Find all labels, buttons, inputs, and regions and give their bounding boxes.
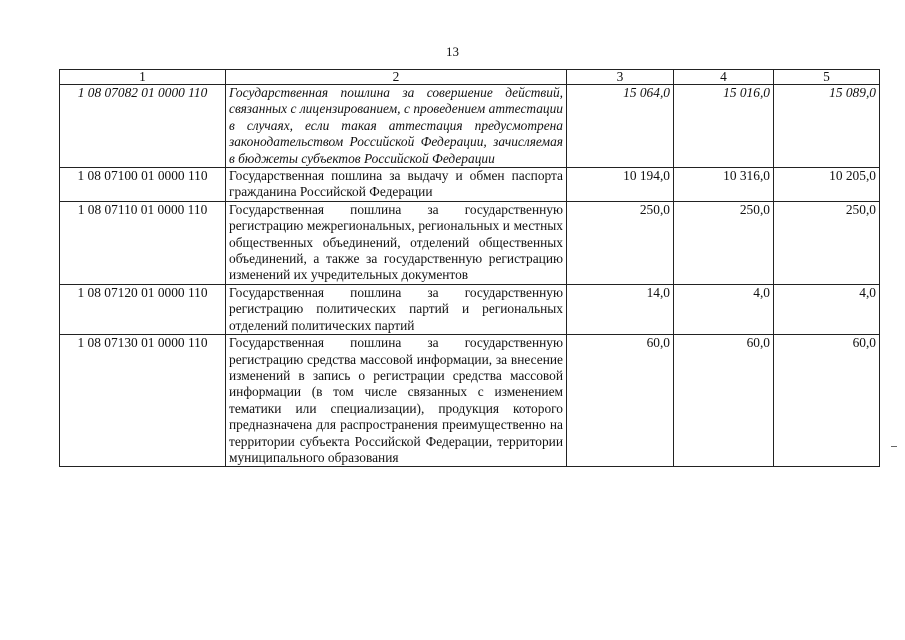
table-row: [60, 335, 880, 467]
header-col-1: 1: [60, 70, 226, 85]
table-header-row: [60, 70, 880, 85]
row-value-col4: 60,0: [674, 335, 774, 467]
row-value-col5: 250,0: [774, 201, 880, 284]
budget-table: [59, 69, 880, 467]
row-value-col3: 60,0: [567, 335, 674, 467]
header-col-5: 5: [774, 70, 880, 85]
row-value-col3: 250,0: [567, 201, 674, 284]
row-code: 1 08 07110 01 0000 110: [60, 201, 226, 284]
table-row: [60, 85, 880, 168]
row-value-col3: 10 194,0: [567, 168, 674, 202]
row-code: 1 08 07082 01 0000 110: [60, 85, 226, 168]
row-value-col5: 60,0: [774, 335, 880, 467]
table-row: [60, 168, 880, 202]
row-description: Государственная пошлина за выдачу и обмен паспорта гражданина Российской Федерации: [226, 168, 567, 202]
table-row: [60, 201, 880, 284]
table-row: [60, 284, 880, 334]
row-value-col5: 10 205,0: [774, 168, 880, 202]
row-value-col5: 15 089,0: [774, 85, 880, 168]
header-col-3: 3: [567, 70, 674, 85]
row-description: Государственная пошлина за государственную регистрацию политических партий и региональных отделений политических партий: [226, 284, 567, 334]
header-col-4: 4: [674, 70, 774, 85]
row-value-col5: 4,0: [774, 284, 880, 334]
row-code: 1 08 07100 01 0000 110: [60, 168, 226, 202]
row-code: 1 08 07120 01 0000 110: [60, 284, 226, 334]
header-col-2: 2: [226, 70, 567, 85]
row-description: Государственная пошлина за государственную регистрацию средства массовой информации, за внесение изменений в запись о регистрации средства массовой информации (в том числе связанных с изменением тематики или специализации), продукция которого предназначена для распространения преимущественно на территории субъекта Российской Федерации, территории муниципального образования: [226, 335, 567, 467]
row-value-col3: 14,0: [567, 284, 674, 334]
page-number: 13: [446, 44, 459, 59]
row-value-col4: 15 016,0: [674, 85, 774, 168]
row-description: Государственная пошлина за государственную регистрацию межрегиональных, региональных и местных общественных объединений, отделений общественных объединений, а также за государственную регистрацию изменений их учредительных документов: [226, 201, 567, 284]
row-value-col4: 4,0: [674, 284, 774, 334]
row-value-col4: 10 316,0: [674, 168, 774, 202]
row-description: Государственная пошлина за совершение действий, связанных с лицензированием, с проведением аттестации в случаях, если такая аттестация предусмотрена законодательством Российской Федерации, зачисляемая в бюджеты субъектов Российской Федерации: [226, 85, 567, 168]
scan-mark: [891, 446, 897, 447]
row-code: 1 08 07130 01 0000 110: [60, 335, 226, 467]
row-value-col4: 250,0: [674, 201, 774, 284]
row-value-col3: 15 064,0: [567, 85, 674, 168]
